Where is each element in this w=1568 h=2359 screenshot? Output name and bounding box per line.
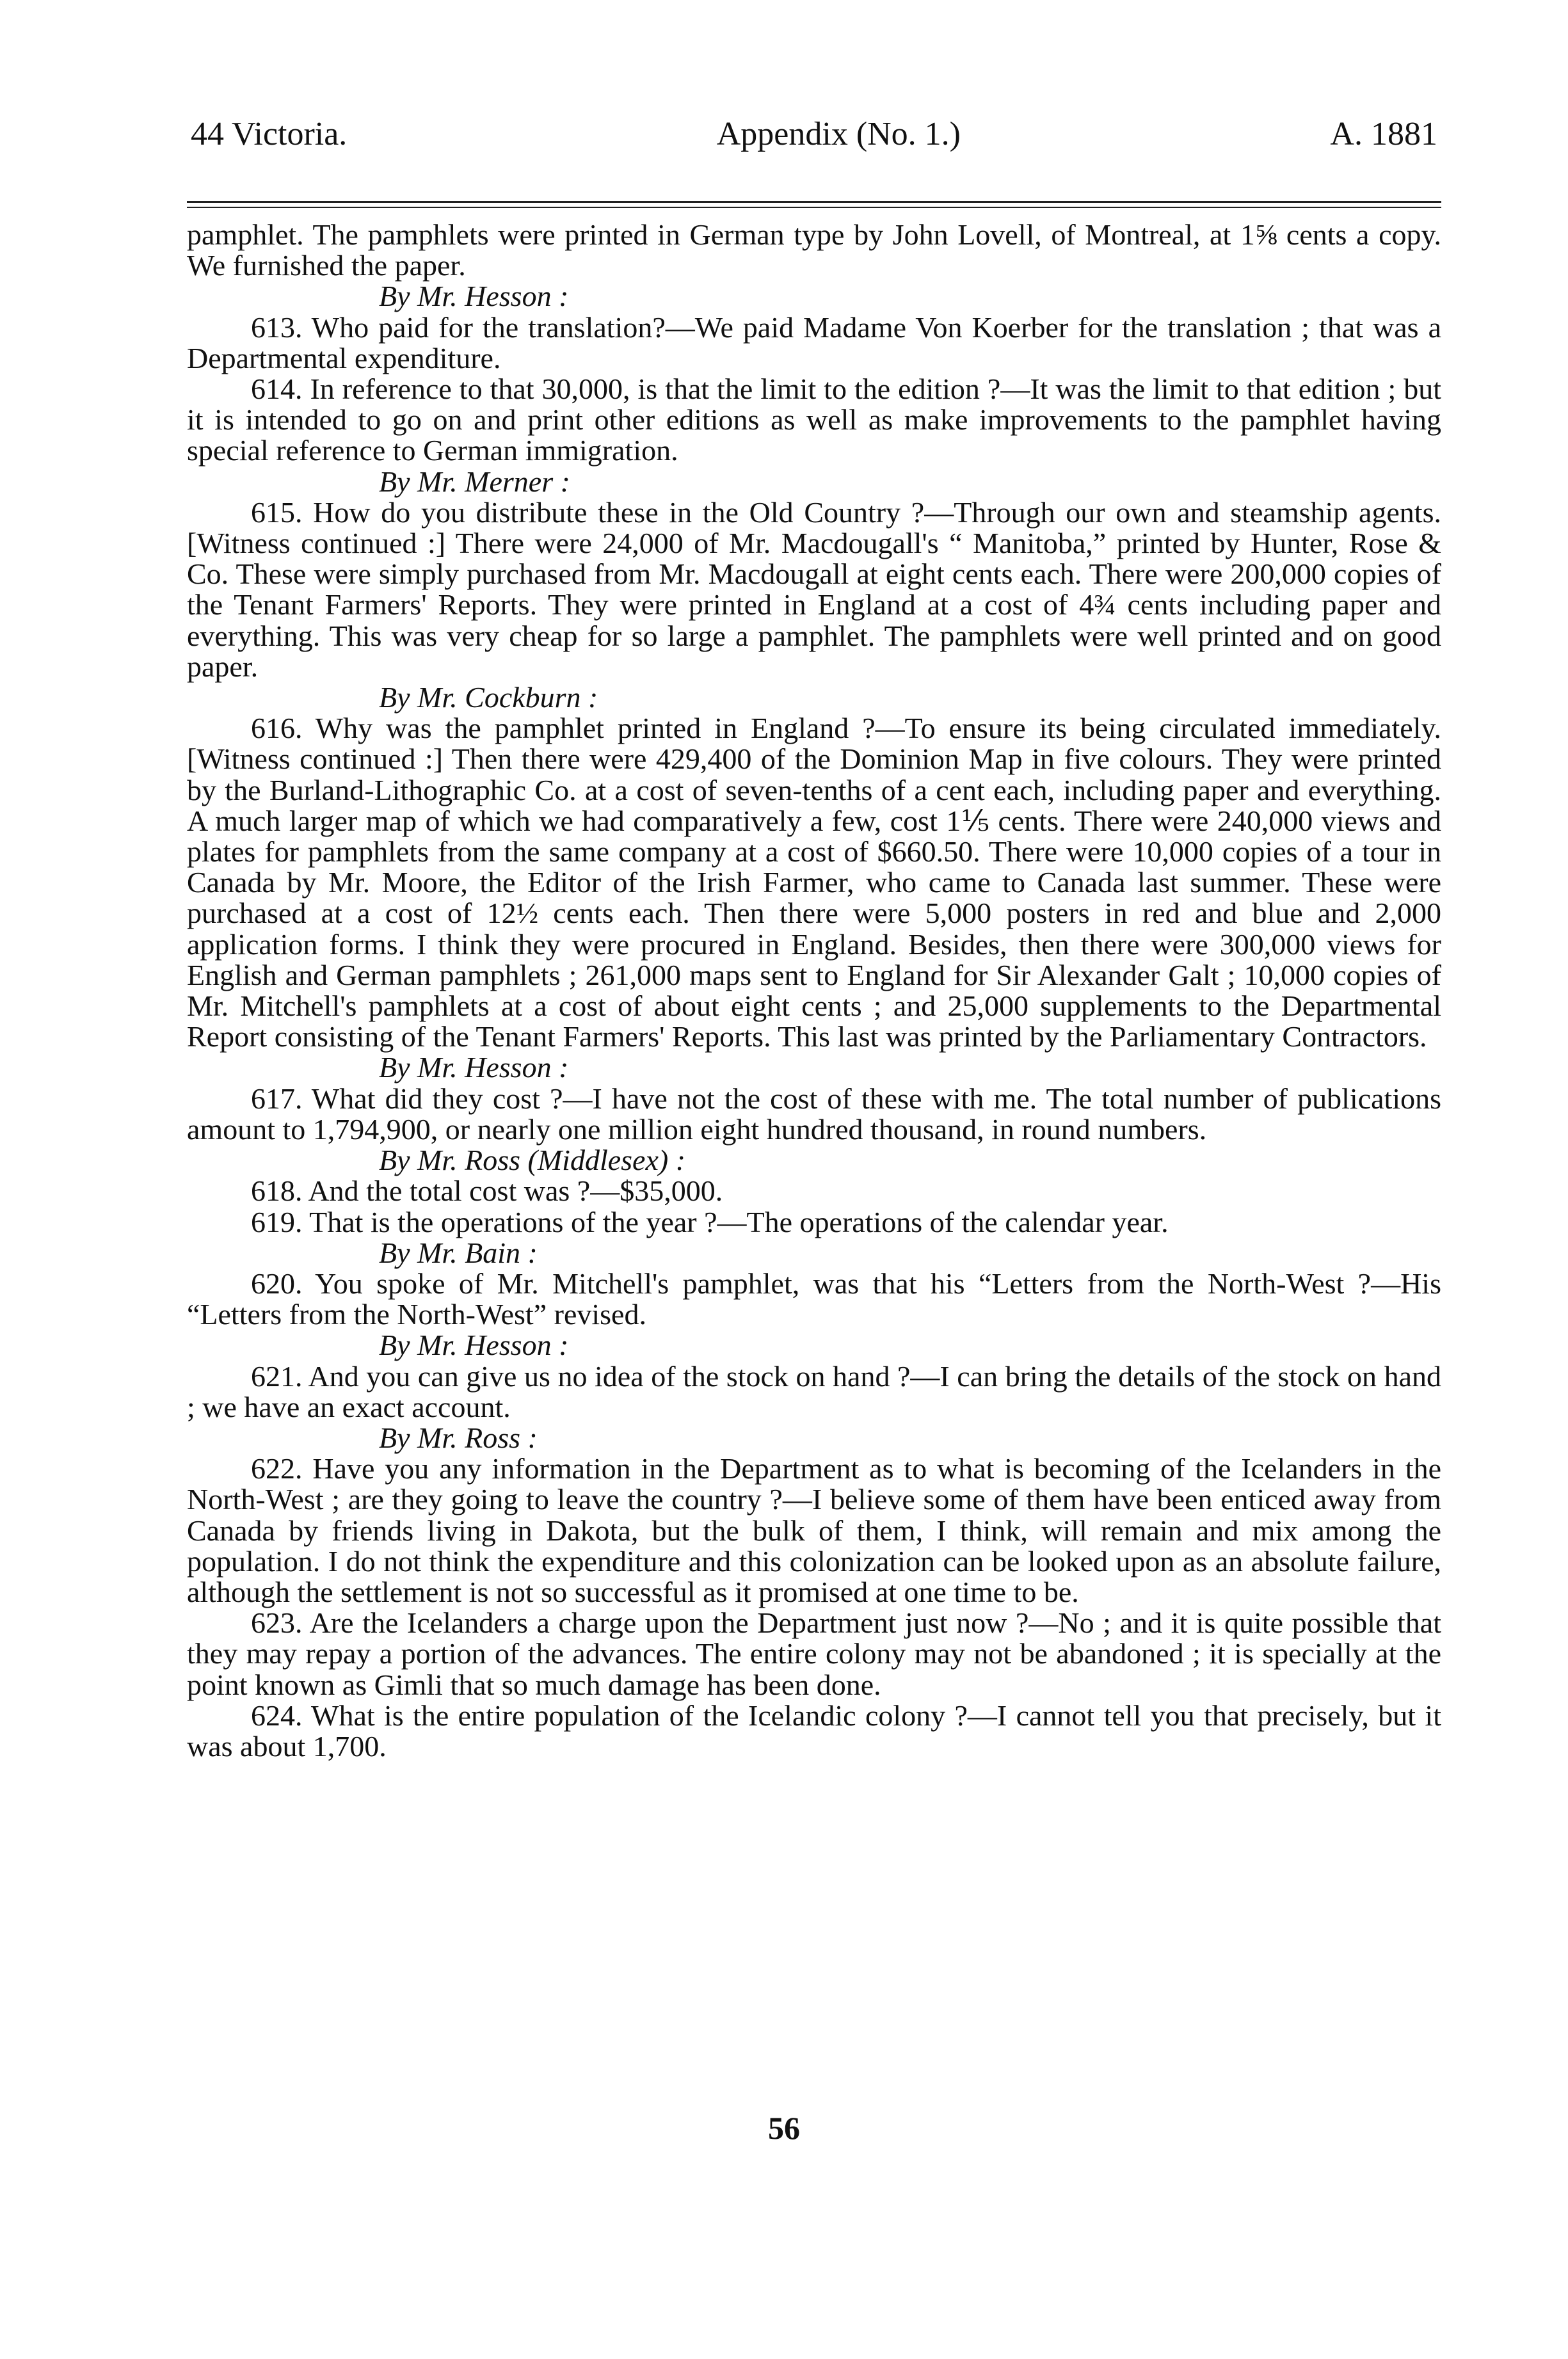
question-answer: 622. Have you any information in the Department as to what is becoming of the Icelanders in the North-West ; are they going to leave the country ?—I believe some of them have been enticed away from Canada by friends living in Dakota, but the bulk of them, I think, will remain and mix among the population. I do not think the expenditure and this colonization can be looked upon as an absolute failure, although the settlement is not so successful as it promised at one time to be.: [187, 1452, 1441, 1608]
speaker-line: By Mr. Hesson :: [379, 1051, 569, 1084]
speaker-line: By Mr. Ross (Middlesex) :: [379, 1144, 686, 1177]
question-answer: 623. Are the Icelanders a charge upon the Department just now ?—No ; and it is quite possible that they may repay a portion of the advances. The entire colony may not be abandoned ; it is specially at the point known as Gimli that so much damage has been done.: [187, 1606, 1441, 1701]
question-answer: 618. And the total cost was ?—$35,000.: [251, 1174, 723, 1208]
question-answer: 615. How do you distribute these in the Old Country ?—Through our own and steamship agents. [Witness continued :] There were 24,000 of Mr. Macdougall's “ Manitoba,” printed by Hunter, Rose & Co. These were simply purchased from Mr. Macdougall at eight cents each. There were 200,000 copies of the Tenant Farmers' Reports. They were printed in England at a cost of 4¾ cents including paper and everything. This was very cheap for so large a pamphlet. The pamphlets were well printed and on good paper.: [187, 495, 1441, 683]
question-answer: 624. What is the entire population of the Icelandic colony ?—I cannot tell you that precisely, but it was about 1,700.: [187, 1699, 1441, 1763]
header-appendix: Appendix (No. 1.): [716, 116, 961, 152]
page-number: 56: [768, 2110, 800, 2146]
speaker-line: By Mr. Merner :: [379, 465, 570, 498]
question-answer: 616. Why was the pamphlet printed in England ?—To ensure its being circulated immediately. [Witness continued :] Then there were 429,400 of the Dominion Map in five colours. They were printed by the Burland-Lithographic Co. at a cost of seven-tenths of a cent each, including paper and everything. A much larger map of which we had comparatively a few, cost 1⅕ cents. There were 240,000 views and plates for pamphlets from the same company at a cost of $660.50. There were 10,000 copies of a tour in Canada by Mr. Moore, the Editor of the Irish Farmer, who came to Canada last summer. These were purchased at a cost of 12½ cents each. Then there were 5,000 posters in red and blue and 2,000 application forms. I think they were procured in England. Besides, then there were 300,000 views for English and German pamphlets ; 261,000 maps sent to England for Sir Alexander Galt ; 10,000 copies of Mr. Mitchell's pamphlets at a cost of about eight cents ; and 25,000 supplements to the Departmental Report consisting of the Tenant Farmers' Reports. This last was printed by the Parliamentary Contractors.: [187, 712, 1441, 1053]
paragraph: pamphlet. The pamphlets were printed in German type by John Lovell, of Montreal, at 1⅝ cents a copy. We furnished the paper.: [187, 218, 1441, 282]
question-answer: 621. And you can give us no idea of the stock on hand ?—I can bring the details of the stock on hand ; we have an exact account.: [187, 1359, 1441, 1423]
question-answer: 614. In reference to that 30,000, is that the limit to the edition ?—It was the limit to that edition ; but it is intended to go on and print other editions as well as make improvements to the pamphlet having special reference to German immigration.: [187, 372, 1441, 467]
question-answer: 613. Who paid for the translation?—We paid Madame Von Koerber for the translation ; that was a Departmental expenditure.: [187, 310, 1441, 374]
question-answer: 617. What did they cost ?—I have not the cost of these with me. The total number of publications amount to 1,794,900, or nearly one million eight hundred thousand, in round numbers.: [187, 1082, 1441, 1146]
speaker-line: By Mr. Cockburn :: [379, 681, 598, 714]
question-answer: 620. You spoke of Mr. Mitchell's pamphlet, was that his “Letters from the North-West ?—His “Letters from the North-West” revised.: [187, 1267, 1441, 1331]
header-session: 44 Victoria.: [191, 116, 348, 152]
header-rule: [187, 201, 1441, 208]
testimony-body: [187, 220, 1441, 1762]
document-page: [187, 115, 1441, 1762]
speaker-line: By Mr. Hesson :: [379, 280, 569, 313]
speaker-line: By Mr. Bain :: [379, 1236, 538, 1269]
header-year: A. 1881: [1330, 116, 1437, 152]
running-header: [187, 115, 1441, 173]
question-answer: 619. That is the operations of the year ?—The operations of the calendar year.: [251, 1205, 1169, 1238]
speaker-line: By Mr. Ross :: [379, 1421, 538, 1454]
speaker-line: By Mr. Hesson :: [379, 1329, 569, 1362]
